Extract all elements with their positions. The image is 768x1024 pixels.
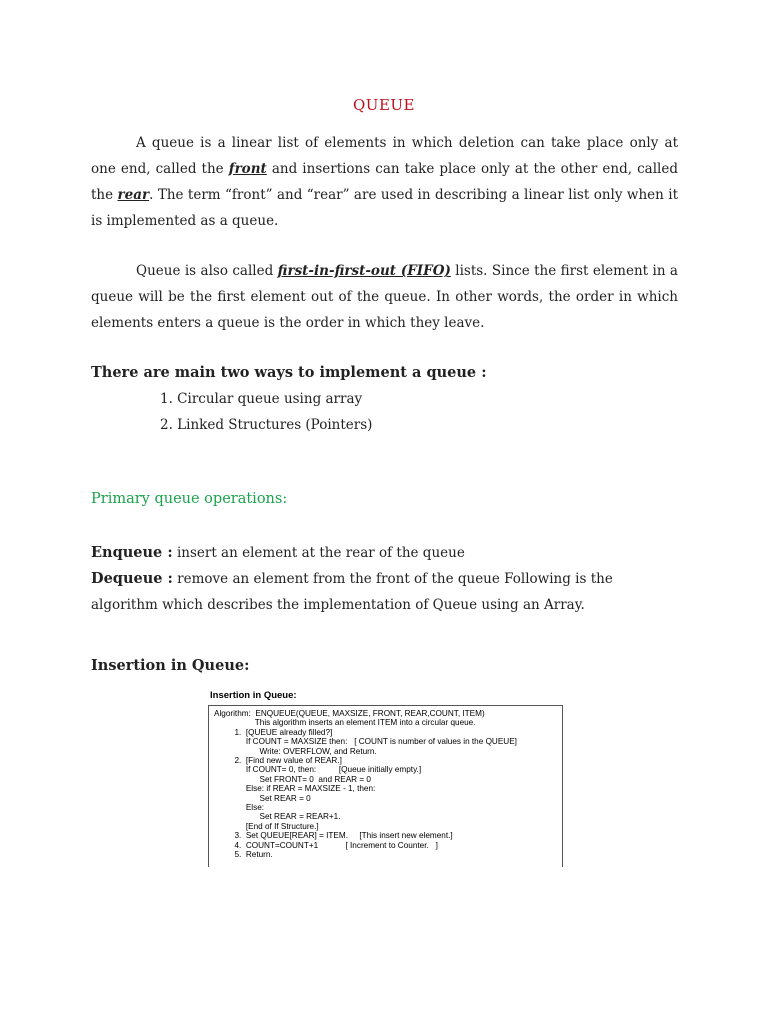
enqueue-label: Enqueue : [91,544,173,561]
algorithm-line: Algorithm: ENQUEUE(QUEUE, MAXSIZE, FRONT, REAR,COUNT, ITEM) [214,709,485,718]
insertion-heading: Insertion in Queue: [91,657,250,674]
dequeue-line: Dequeue : remove an element from the front of the queue Following is the algorithm which describes the implementation of Queue using an Array. [91,570,613,613]
page-title: QUEUE [353,96,415,114]
algorithm-line: If COUNT= 0, then: [Queue initially empty.] [214,765,422,775]
dequeue-label: Dequeue : [91,570,173,587]
algorithm-line: 1. [QUEUE already filled?] [214,727,333,737]
algorithm-line: Write: OVERFLOW, and Return. [214,746,377,756]
fifo-term: first-in-first-out (FIFO) [277,263,451,279]
algorithm-figure-title: Insertion in Queue: [210,690,297,701]
primary-operations-heading: Primary queue operations: [91,491,288,507]
algorithm-line: 5. Return. [214,850,273,860]
algorithm-box [208,705,563,867]
list-item: 2. Linked Structures (Pointers) [160,417,373,433]
fifo-paragraph: Queue is also called first-in-first-out (FIFO) lists. Since the first element in a queue will be the first element out of the queue. In other words, the order in which elements enters a queue is the order in which they leave. [91,263,678,331]
algorithm-line: 2. [Find new value of REAR.] [214,756,342,766]
front-term: front [228,161,267,177]
algorithm-line: [End of If Structure.] [214,821,319,831]
algorithm-line: This algorithm inserts an element ITEM into a circular queue. [214,718,476,728]
algorithm-line: 4. COUNT=COUNT+1 [ Increment to Counter. ] [214,840,438,850]
implementation-list [160,386,372,438]
list-item: 1. Circular queue using array [160,391,363,407]
algorithm-line: Else: [214,803,265,813]
algorithm-line: Set FRONT= 0 and REAR = 0 [214,774,371,784]
algorithm-line: Set REAR = REAR+1. [214,812,341,822]
algorithm-figure [208,690,563,867]
implementation-heading: There are main two ways to implement a queue : [91,364,487,381]
algorithm-line: Set REAR = 0 [214,793,311,803]
queue-definition-paragraph: A queue is a linear list of elements in which deletion can take place only at one end, called the front and insertions can take place only at the other end, called the rear. The term “front” and “rear” are used in describing a linear list only when it is implemented as a queue. [91,135,678,229]
rear-term: rear [117,187,150,203]
algorithm-line: 3. Set QUEUE[REAR] = ITEM. [This insert new element.] [214,831,453,841]
enqueue-line: Enqueue : insert an element at the rear of the queue [91,544,465,561]
algorithm-line: If COUNT = MAXSIZE then: [ COUNT is number of values in the QUEUE] [214,737,517,747]
algorithm-line: Else: if REAR = MAXSIZE - 1, then: [214,784,376,794]
